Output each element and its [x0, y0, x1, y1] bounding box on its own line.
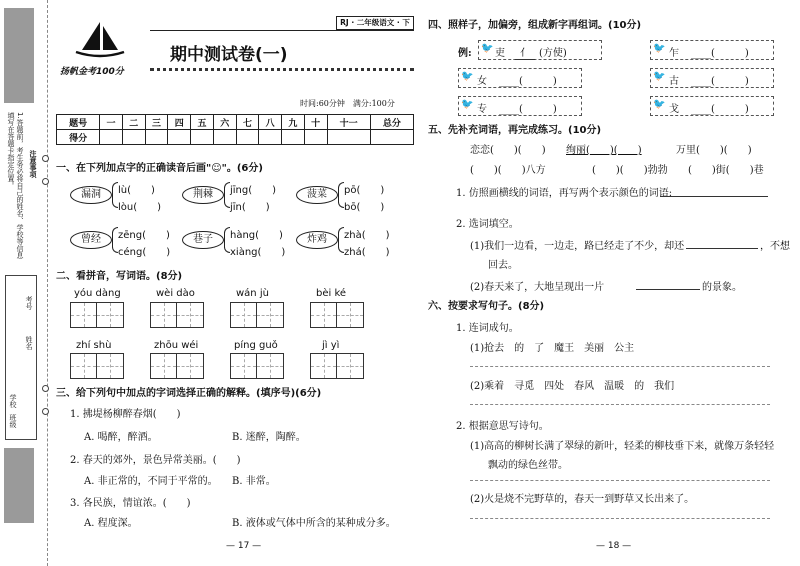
- score-header: 六: [213, 115, 236, 130]
- binding-hole: [42, 155, 49, 162]
- option-a[interactable]: A. 喝醉，醉酒。: [84, 432, 158, 443]
- score-header: 七: [236, 115, 259, 130]
- base-char: 乍: [669, 48, 679, 59]
- score-cell[interactable]: [282, 130, 305, 145]
- grey-block-top: [4, 8, 34, 103]
- section-2-title: 二、看拼音，写词语。(8分): [56, 271, 183, 282]
- school-label: 学校: [9, 394, 17, 408]
- logo-text: 扬帆金考100分: [60, 67, 124, 77]
- pinyin-prompt: zhí shù: [76, 340, 112, 351]
- word-oval: 巷子: [182, 231, 224, 249]
- question: 2. 根据意思写诗句。: [456, 421, 549, 432]
- name-label: 姓名: [25, 336, 33, 350]
- bird-icon: 🐦: [461, 71, 474, 82]
- answer-blank: ____( ): [499, 104, 557, 115]
- score-header: 四: [168, 115, 191, 130]
- writing-grid[interactable]: [150, 302, 204, 328]
- poem-meaning: (2)火是烧不完野草的，春天一到野草又长出来了。: [470, 494, 695, 505]
- pinyin-option[interactable]: lù( ): [118, 185, 155, 196]
- answer-blank: ____( ): [691, 76, 749, 87]
- question: 1. 连词成句。: [456, 323, 519, 334]
- base-char: 古: [669, 76, 679, 87]
- score-header: 九: [282, 115, 305, 130]
- radical-box[interactable]: [650, 96, 774, 116]
- bird-icon: 🐦: [653, 99, 666, 110]
- pinyin-option[interactable]: zhá( ): [344, 247, 390, 258]
- writing-grid[interactable]: [70, 353, 124, 379]
- score-cell[interactable]: [100, 130, 123, 145]
- base-char: 专: [477, 104, 487, 115]
- radical-box[interactable]: [458, 96, 582, 116]
- score-header: 十一: [327, 115, 370, 130]
- section-3-title: 三、给下列句中加点的字词选择正确的解释。(填序号)(6分): [56, 388, 322, 399]
- logo: [56, 14, 148, 84]
- example-word: (方使): [539, 48, 567, 59]
- pinyin-prompt: zhōu wéi: [154, 340, 199, 351]
- score-cell[interactable]: [236, 130, 259, 145]
- pinyin-option[interactable]: bō( ): [344, 202, 385, 213]
- pinyin-option[interactable]: xiàng( ): [230, 247, 286, 258]
- answer-line[interactable]: [470, 404, 770, 405]
- score-cell[interactable]: [370, 130, 413, 145]
- answer-blank: ____( ): [691, 104, 749, 115]
- example-label: 例:: [458, 48, 472, 59]
- score-table: [56, 114, 414, 145]
- pinyin-option[interactable]: pō( ): [344, 185, 385, 196]
- class-label: 班级: [9, 414, 17, 428]
- answer-line[interactable]: [470, 366, 770, 367]
- answer-line[interactable]: [636, 289, 700, 290]
- bird-icon: 🐦: [481, 43, 494, 54]
- base-char: 戈: [669, 104, 679, 115]
- binding-hole: [42, 408, 49, 415]
- writing-grid[interactable]: [150, 353, 204, 379]
- pinyin-prompt: píng guǒ: [234, 340, 278, 351]
- pinyin-option[interactable]: lòu( ): [118, 202, 162, 213]
- pinyin-option[interactable]: zēng( ): [118, 230, 170, 241]
- binding-hole: [42, 385, 49, 392]
- score-header: 八: [259, 115, 282, 130]
- base-char: 女: [477, 76, 487, 87]
- score-cell[interactable]: [145, 130, 168, 145]
- answer-line[interactable]: [470, 518, 770, 519]
- writing-grid[interactable]: [230, 302, 284, 328]
- radical-box[interactable]: [650, 68, 774, 88]
- pinyin-option[interactable]: zhà( ): [344, 230, 390, 241]
- student-info-box: [5, 275, 37, 440]
- score-cell[interactable]: [259, 130, 282, 145]
- score-header: 题号: [57, 115, 100, 130]
- option-b[interactable]: B. 迷醉，陶醉。: [232, 432, 306, 443]
- idiom-blank[interactable]: ( )( )勃勃: [592, 165, 668, 176]
- answer-line[interactable]: [470, 480, 770, 481]
- fill-sentence: (2)春天来了，大地呈现出一片: [470, 282, 605, 293]
- answer-blank: ____( ): [499, 76, 557, 87]
- exam-notice: 1.答题前，考生务必将自己的姓名、学校等信息填写在答题卡指定位置。: [7, 112, 24, 259]
- poem-meaning: (1)高高的柳树长满了翠绿的新叶，轻柔的柳枝垂下来，就像万条轻轻: [470, 441, 775, 452]
- idiom-blank[interactable]: 恋恋( )( ): [470, 145, 546, 156]
- word-oval: 荆棘: [182, 186, 224, 204]
- word-list: (2)乘着 寻觅 四处 春风 温暖 的 我们: [470, 381, 675, 392]
- radical-box[interactable]: [650, 40, 774, 60]
- question: 1. 仿照画横线的词语，再写两个表示颜色的词语:: [456, 188, 673, 199]
- writing-grid[interactable]: [310, 353, 364, 379]
- score-header: 总分: [370, 115, 413, 130]
- question: 2. 春天的郊外，景色异常美丽。( ): [70, 455, 241, 466]
- word-list: (1)抢去 的 了 魔王 美丽 公主: [470, 343, 635, 354]
- idiom-blank-underlined[interactable]: 绚丽( )( ): [566, 145, 642, 156]
- title-dots: [150, 68, 414, 71]
- pinyin-prompt: yóu dàng: [74, 288, 121, 299]
- series-label: RJ · 二年级语文 · 下: [336, 16, 414, 30]
- pinyin-option[interactable]: jīng( ): [230, 185, 277, 196]
- page-number-left: — 17 —: [226, 541, 262, 551]
- option-b[interactable]: B. 液体或气体中所含的某种成分多。: [232, 518, 396, 529]
- pinyin-option[interactable]: jīn( ): [230, 202, 270, 213]
- score-header: 十: [304, 115, 327, 130]
- binding-hole: [42, 178, 49, 185]
- idiom-blank[interactable]: ( )街( )巷: [688, 165, 764, 176]
- score-header: 一: [100, 115, 123, 130]
- word-oval: 曾经: [70, 231, 112, 249]
- score-header: 五: [191, 115, 214, 130]
- word-oval: 炸鸡: [296, 231, 338, 249]
- section-4-title: 四、照样子，加偏旁，组成新字再组词。(10分): [428, 20, 642, 31]
- score-cell[interactable]: [168, 130, 191, 145]
- pinyin-prompt: bèi ké: [316, 288, 347, 299]
- page-number-right: — 18 —: [596, 541, 632, 551]
- score-row-label: 得分: [57, 130, 100, 145]
- pinyin-option[interactable]: hàng( ): [230, 230, 283, 241]
- question: 3. 各民族，情谊浓。( ): [70, 498, 191, 509]
- score-cell[interactable]: [213, 130, 236, 145]
- score-header: 二: [122, 115, 145, 130]
- bird-icon: 🐦: [653, 43, 666, 54]
- answer-line[interactable]: [660, 196, 768, 197]
- binding-margin: [0, 0, 48, 566]
- option-b[interactable]: B. 非常。: [232, 476, 276, 487]
- poem-meaning: 飘动的绿色丝带。: [488, 460, 568, 471]
- pinyin-prompt: wán jù: [236, 288, 269, 299]
- notice-title: 注意事项: [29, 150, 37, 178]
- page-title: 期中测试卷(一): [170, 45, 288, 65]
- grey-block-bottom: [4, 448, 34, 523]
- example-char: 吏: [495, 48, 505, 59]
- answer-line[interactable]: [686, 248, 758, 249]
- writing-grid[interactable]: [230, 353, 284, 379]
- score-header: 三: [145, 115, 168, 130]
- question: 2. 选词填空。: [456, 219, 519, 230]
- fill-sentence-end: 的景象。: [702, 282, 742, 293]
- idiom-blank[interactable]: ( )( )八方: [470, 165, 546, 176]
- fill-sentence: 回去。: [488, 260, 518, 271]
- example-box: [478, 40, 602, 60]
- time-score-info: 时间:60分钟 满分:100分: [300, 99, 395, 108]
- pinyin-option[interactable]: céng( ): [118, 247, 171, 258]
- score-cell[interactable]: [304, 130, 327, 145]
- question: 1. 拂堤杨柳醉春烟( ): [70, 409, 181, 420]
- option-a[interactable]: A. 非正常的，不同于平常的。: [84, 476, 218, 487]
- section-6-title: 六、按要求写句子。(8分): [428, 301, 545, 312]
- fill-sentence-end: ，不想: [760, 241, 790, 252]
- example-new-char: 亻: [515, 44, 535, 60]
- section-5-title: 五、先补充词语，再完成练习。(10分): [428, 125, 602, 136]
- option-a[interactable]: A. 程度深。: [84, 518, 138, 529]
- section-1-title: 一、在下列加点字的正确读音后画"☺"。(6分): [56, 163, 263, 174]
- score-cell[interactable]: [191, 130, 214, 145]
- answer-blank: ____( ): [691, 48, 749, 59]
- sailboat-icon: [70, 20, 130, 60]
- pinyin-prompt: wèi dào: [156, 288, 195, 299]
- word-oval: 漏洞: [70, 186, 112, 204]
- writing-grid[interactable]: [70, 302, 124, 328]
- bird-icon: 🐦: [653, 71, 666, 82]
- radical-box[interactable]: [458, 68, 582, 88]
- word-oval: 菠菜: [296, 186, 338, 204]
- number-label: 考号: [25, 296, 33, 310]
- bird-icon: 🐦: [461, 99, 474, 110]
- pinyin-prompt: jì yì: [322, 340, 340, 351]
- idiom-blank[interactable]: 万里( )( ): [676, 145, 752, 156]
- fill-sentence: (1)我们一边看，一边走，路已经走了不少，却还: [470, 241, 685, 252]
- score-cell[interactable]: [327, 130, 370, 145]
- score-cell[interactable]: [122, 130, 145, 145]
- writing-grid[interactable]: [310, 302, 364, 328]
